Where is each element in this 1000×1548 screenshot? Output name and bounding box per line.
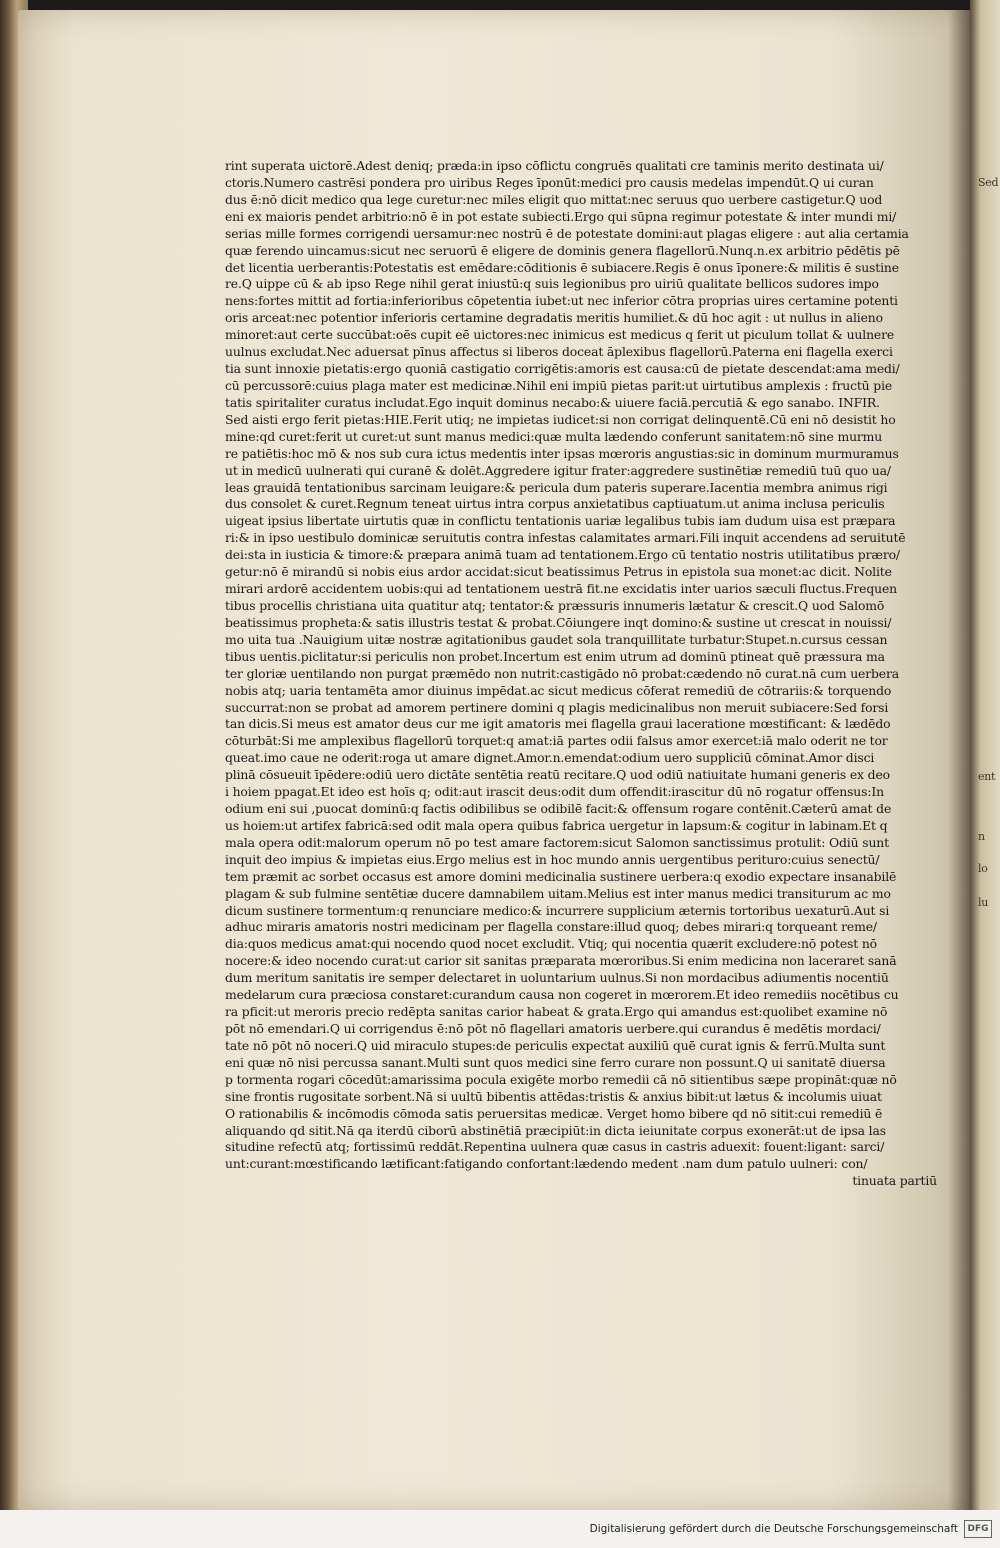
text-line: succurrat:non se probat ad amorem pertinere domini q plagis medicinalibus non meruit subiacere:Sed forsi bbox=[225, 699, 889, 715]
text-line: nens:fortes mittit ad fortia:inferioribus cōpetentia iubet:ut nec inferior cōtra proprias uires certamine potenti bbox=[225, 293, 898, 309]
facing-page-fragment: lu bbox=[978, 896, 989, 909]
text-line: dum meritum sanitatis ire semper delectaret in uoluntarium uulnus.Si non mordacibus adiumentis nocentiū bbox=[225, 970, 889, 986]
text-line: plagam & sub fulmine sentētiæ ducere damnabilem uitam.Melius est inter manus medici transiturum ac mo bbox=[225, 885, 891, 901]
text-line: beatissimus propheta:& satis illustris testat & probat.Cōiungere inqt domino:& sustine ut crescat in nouissi/ bbox=[225, 614, 892, 630]
text-line: getur:nō ē mirandū si nobis eius ardor accidat:sicut beatissimus Petrus in epistola sua monet:ac dicit. Nolite bbox=[225, 564, 892, 580]
text-line: p tormenta rogari cōcedūt:amarissima pocula exigēte morbo remedii cā nō sitientibus sæpe propināt:quæ nō bbox=[225, 1071, 897, 1087]
text-line: ctoris.Numero castrēsi pondera pro uiribus Reges īponūt:medici pro causis medelas impendūt.Q ui curan bbox=[225, 174, 874, 190]
text-line: uigeat ipsius libertate uirtutis quæ in conflictu tentationis uariæ legalibus tubis iam dudum uisa est præpara bbox=[225, 513, 896, 529]
text-line: ter gloriæ uentilando non purgat præmēdo non nutrit:castigādo nō probat:cædendo nō curat.nā cum uerbera bbox=[225, 665, 899, 681]
text-line: unt:curant:mœstificando lætificant:fatigando confortant:lædendo medent .nam dum patulo uulneri: con/ bbox=[225, 1156, 868, 1172]
text-line: mine:qd curet:ferit ut curet:ut sunt manus medici:quæ multa lædendo conferunt sanitatem:nō sine murmu bbox=[225, 428, 883, 444]
text-line: tinuata partiū bbox=[852, 1173, 937, 1189]
text-line: ra pficit:ut meroris precio redēpta sanitas carior habeat & grata.Ergo qui amandus est:quolibet examine nō bbox=[225, 1004, 888, 1020]
text-line: serias mille formes corrigendi uersamur:nec nostrū ē de potestate domini:aut plagas eligere : aut alia certamia bbox=[225, 225, 909, 241]
text-line: tatis spiritaliter curatus includat.Ego inquit dominus necabo:& uiuere faciā.percutiā & ego sanabo. INFIR. bbox=[225, 394, 880, 410]
text-line: ut in medicū uulnerati qui curanē & dolēt.Aggredere igitur frater:aggredere sustinētiæ remediū tuū quo ua/ bbox=[225, 462, 891, 478]
funding-credit: Digitalisierung gefördert durch die Deutsche Forschungsgemeinschaft bbox=[589, 1523, 958, 1535]
text-line: pōt nō emendari.Q ui corrigendus ē:nō pōt nō flagellari amatoris uerbere.qui curandus ē medētis mordaci/ bbox=[225, 1021, 881, 1037]
facing-page-fragment: n bbox=[978, 830, 985, 843]
text-line: ri:& in ipso uestibulo dominicæ seruitutis contra infestas calamitates armari.Fili inquit accendens ad seruitutē bbox=[225, 530, 906, 546]
text-line: cū percussorē:cuius plaga mater est medicinæ.Nihil eni impiū pietas parit:ut uirtutibus amplexis : fructū pie bbox=[225, 377, 893, 393]
text-line: situdine refectū atq; fortissimū reddāt.Repentina uulnera quæ casus in castris aduexit: fouent:ligant: sarci/ bbox=[225, 1139, 885, 1155]
facing-page-fragment: lo bbox=[978, 862, 988, 875]
text-line: cōturbāt:Si me amplexibus flagellorū torquet:q amat:iā partes odii falsus amor exercet:iā malo oderit ne tor bbox=[225, 733, 888, 749]
text-line: mo uita tua .Nauigium uitæ nostræ agitationibus gaudet sola tranquillitate turbatur:Stupet.n.cursus cessan bbox=[225, 631, 888, 647]
facing-page-edge bbox=[970, 0, 1000, 1515]
printed-text-block bbox=[225, 158, 937, 1190]
text-line: dus consolet & curet.Regnum teneat uirtus intra corpus anxietatibus captiuatum.ut anima inclusa periculis bbox=[225, 496, 885, 512]
text-line: eni quæ nō nisi percussa sanant.Multi sunt quos medici sine ferro curare non possunt.Q ui sanitatē diuersa bbox=[225, 1054, 886, 1070]
text-line: sine frontis rugositate sorbent.Nā si uultū bibentis attēdas:tristis & anxius bibit:ut lætus & incolumis uiuat bbox=[225, 1088, 882, 1104]
text-line: mirari ardorē accidentem uobis:qui ad tentationem uestrā fit.ne excidatis inter uarios sæculi fluctus.Frequen bbox=[225, 581, 897, 597]
text-line: uulnus excludat.Nec aduersat pīnus affectus si liberos doceat āplexibus flagellorū.Paterna eni flagella exerci bbox=[225, 344, 893, 360]
text-line: nobis atq; uaria tentamēta amor diuinus impēdat.ac sicut medicus cōferat remediū de cōtrariis:& torquendo bbox=[225, 682, 892, 698]
text-line: odium eni sui ,puocat dominū:q factis odibilibus se odibilē facit:& offensum rogare contēnit.Cæterū amat de bbox=[225, 801, 892, 817]
text-line: tan dicis.Si meus est amator deus cur me igit amatoris mei flagella graui laceratione mœstificant: & lædēdo bbox=[225, 716, 891, 732]
text-line: det licentia uerberantis:Potestatis est emēdare:cōditionis ē subiacere.Regis ē onus īponere:& militis ē sustine bbox=[225, 259, 899, 275]
text-line: aliquando qd sitit.Nā qa iterdū ciborū abstinētiā præcipiūt:in dicta ieiunitate corpus exonerāt:ut de ipsa las bbox=[225, 1122, 886, 1138]
text-line: eni ex maioris pendet arbitrio:nō ē in pot estate subiecti.Ergo qui sūpna regimur potestate & inter mundi mi/ bbox=[225, 208, 897, 224]
text-line: tibus uentis.piclitatur:si periculis non probet.Incertum est enim utrum ad dominū ptineat quē præssura ma bbox=[225, 648, 885, 664]
text-line: us hoiem:ut artifex fabricā:sed odit mala opera quibus fabrica uergetur in lapsum:& cogitur in labinam.Et q bbox=[225, 817, 888, 833]
text-line: Sed aisti ergo ferit pietas:HIE.Ferit utiq; ne impietas iudicet:si non corrigat delinquentē.Cū eni nō desistit ho bbox=[225, 411, 896, 427]
text-line: re patiētis:hoc mō & nos sub cura ictus medentis inter ipsas mœroris angustias:sic in dominum murmuramus bbox=[225, 445, 899, 461]
text-line: tate nō pōt nō noceri.Q uid miraculo stupes:de periculis expectat auxiliū quē curat ignis & ferrū.Multa sunt bbox=[225, 1037, 886, 1053]
text-line: O rationabilis & incōmodis cōmoda satis peruersitas medicæ. Verget homo bibere qd nō sitit:cui remediū ē bbox=[225, 1105, 883, 1121]
text-line: i hoiem ppagat.Et ideo est hoīs q; odit:aut irascit deus:odit dum offendit:irascitur dū nō rogatur offensus:In bbox=[225, 784, 884, 800]
text-line: minoret:aut certe succūbat:oēs cupit eē uictores:nec inimicus est medicus q ferit ut piculum tollat & uulnere bbox=[225, 327, 895, 343]
text-line: rint superata uictorē.Adest deniq; præda:in ipso cōflictu congruēs qualitati cre taminis merito destinata ui/ bbox=[225, 158, 884, 173]
dfg-logo: DFG bbox=[964, 1520, 992, 1538]
text-line: dia:quos medicus amat:qui nocendo quod nocet excludit. Vtiq; qui nocentia quærit excludere:nō potest nō bbox=[225, 936, 877, 952]
text-line: dicum sustinere tormentum:q renunciare medico:& incurrere supplicium æternis tortoribus uexaturū.Aut si bbox=[225, 902, 890, 918]
text-line: re.Q uippe cū & ab ipso Rege nihil gerat iniustū:q suis legionibus pro uiriū qualitate bellicos sudores impo bbox=[225, 276, 879, 292]
text-line: queat.imo caue ne oderit:roga ut amare dignet.Amor.n.emendat:odium uero suppliciū cōminat.Amor disci bbox=[225, 750, 875, 766]
text-line: plinā cōsueuit īpēdere:odiū uero dictāte sentētia reatū recitare.Q uod odiū natiuitate humani generis ex deo bbox=[225, 767, 890, 783]
page-gutter bbox=[948, 10, 970, 1510]
facing-page-fragment: ent bbox=[978, 770, 996, 783]
text-line: tibus procellis christiana uita quatitur atq; tentator:& præssuris innumeris lætatur & crescit.Q uod Salomō bbox=[225, 597, 885, 613]
text-line: leas grauidā tentationibus sarcinam leuigare:& pericula dum pateris superare.Iacentia membra animus rigi bbox=[225, 479, 888, 495]
text-line: inquit deo impius & impietas eius.Ergo melius est in hoc mundo annis uergentibus perituro:cuius senectū/ bbox=[225, 851, 880, 867]
digitization-footer bbox=[0, 1510, 1000, 1548]
text-line: adhuc miraris amatoris nostri medicinam per flagella constare:illud quoq; debes mirari:q torqueant reme/ bbox=[225, 919, 877, 935]
text-line: quæ ferendo uincamus:sicut nec seruorū ē eligere de dominis genera flagellorū.Nunq.n.ex arbitrio pēdētis pē bbox=[225, 242, 900, 258]
text-line: dei:sta in iusticia & timore:& præpara animā tuam ad tentationem.Ergo cū tentatio nostris utilitatibus præro/ bbox=[225, 547, 900, 563]
text-line: mala opera odit:malorum operum nō po test amare factorem:sicut Salomon sanctissimus protulit: Odiū sunt bbox=[225, 834, 889, 850]
text-line: tem præmit ac sorbet occasus est amore domini medicinalia sustinere uerbera:q exodio expectare insanabilē bbox=[225, 868, 897, 884]
text-line: nocere:& ideo nocendo curat:ut carior sit sanitas præparata mœroribus.Si enim medicina non laceraret sanā bbox=[225, 953, 897, 969]
facing-page-fragment: Sed bbox=[978, 176, 999, 189]
text-line: oris arceat:nec potentior inferioris certamine degradatis meritis humiliet.& dū hoc agit : ut nullus in alieno bbox=[225, 310, 883, 326]
text-line: dus ē:nō dicit medico qua lege curetur:nec miles eligit quo mittat:nec seruus quo uerbere castigetur.Q uod bbox=[225, 191, 883, 207]
text-line: medelarum cura præciosa constaret:curandum causa non cogeret in mœrorem.Et ideo remediis nocētibus cu bbox=[225, 987, 899, 1003]
text-line: tia sunt innoxie pietatis:ergo quoniā castigatio corrigētis:amoris est causa:cū de pietate descendat:ama medi/ bbox=[225, 361, 900, 377]
